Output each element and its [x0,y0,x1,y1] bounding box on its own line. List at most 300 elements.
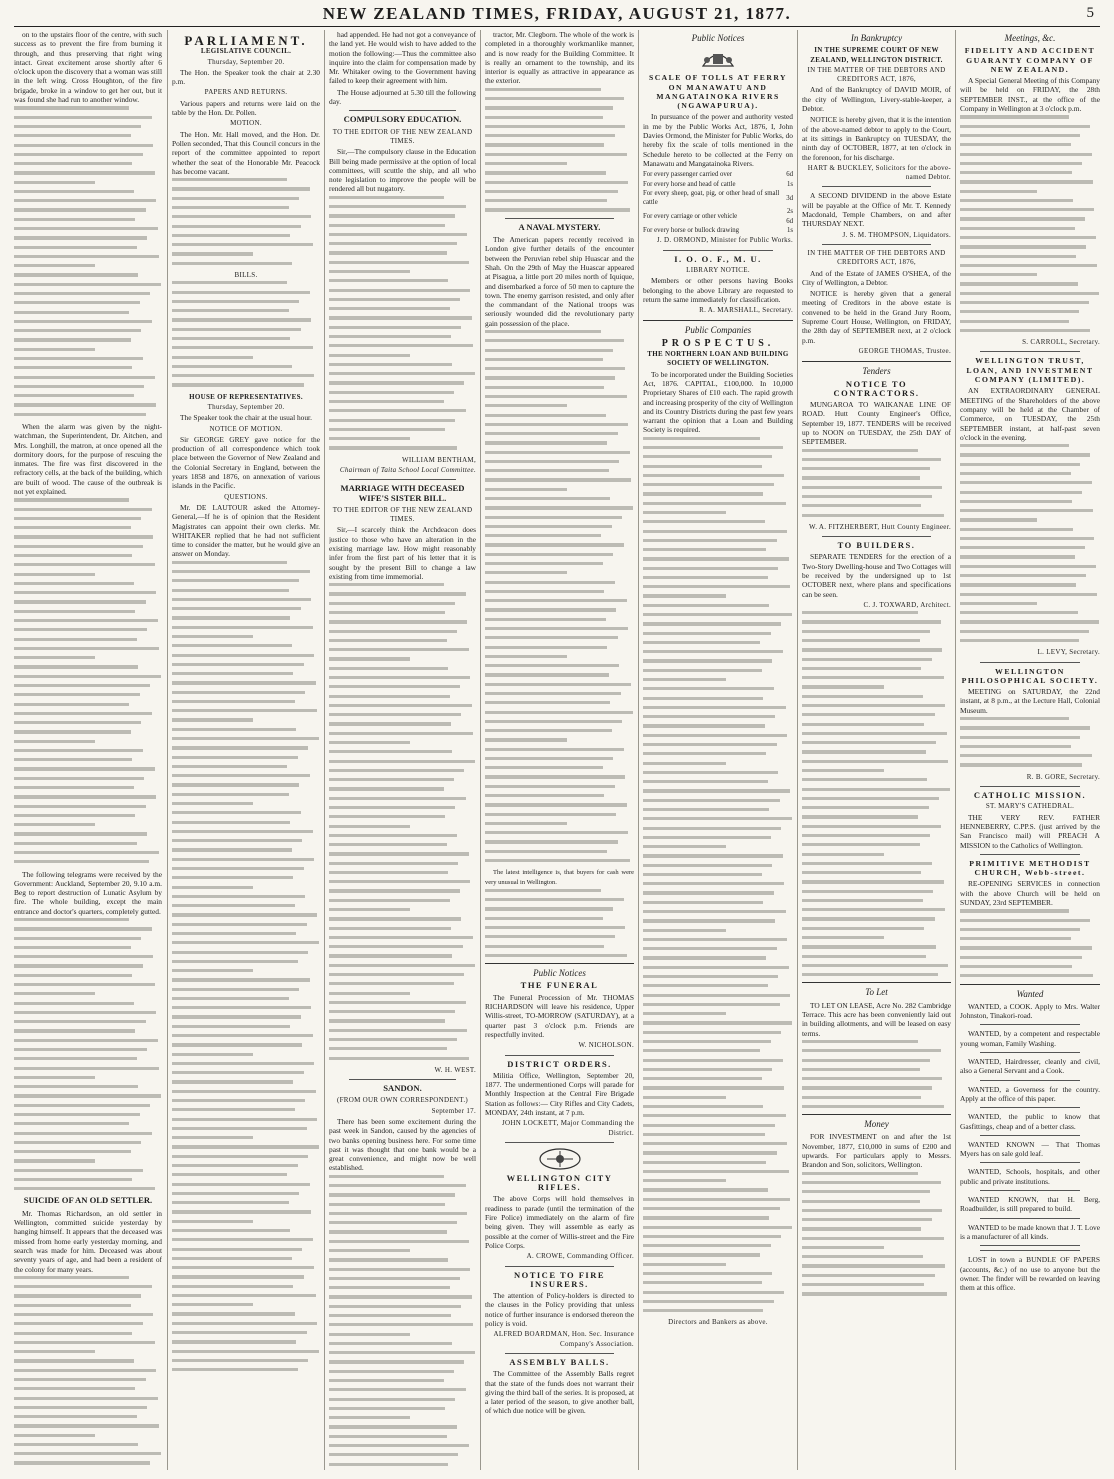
text-line [14,394,134,397]
text-line [172,561,287,564]
text-line [14,366,132,369]
text-line [643,1253,760,1256]
text-line [14,1443,138,1446]
text-line [172,1136,253,1139]
column-rule [167,30,168,1470]
text-line [643,789,790,792]
text-line [643,771,778,774]
section-heading: Public Notices [691,33,745,43]
text-line [329,648,469,651]
text-line [960,491,1082,494]
text-line [329,945,463,948]
text-line [802,1292,947,1295]
text-lines [14,918,162,1190]
section-heading: COMPULSORY EDUCATION. [343,114,462,125]
ad-text: Militia Office, Wellington, September 20, 1877. The undermentioned Corps will parade for Monthly Inspection at the Central Fire Brigade Station as follows:— City Rifles and City Cadets, MONDAY, 24th instant, at 7 p.m. [485,1070,634,1117]
text-line [172,1266,314,1269]
text-line [329,289,470,292]
text-line [329,1038,457,1041]
ad-text: The Funeral Procession of Mr. THOMAS RICHARDSON will leave his residence, Upper Willis-street, TO-MORROW (SATURDAY), at a quarter past 3 o'clock p.m. Friends are respectfully invited. [485,992,634,1039]
text-line [172,756,298,759]
text-line [643,492,763,495]
text-line [14,1276,129,1279]
text-line [172,718,253,721]
text-line [172,1340,296,1343]
text-line [643,576,768,579]
text-line [485,729,612,732]
article-text: Various papers and returns were laid on the table by the Hon. Dr. Pollen. [172,98,320,118]
text-line [485,506,633,509]
signature: JOHN LOCKETT, Major Commanding the District. [502,1119,634,1137]
text-line [14,730,131,733]
text-line [14,1285,152,1288]
text-line [960,282,1078,285]
ad-title: DISTRICT ORDERS. [507,1058,612,1069]
text-line [14,1039,158,1042]
section-heading: Tenders [862,366,891,377]
ad-title: TO BUILDERS. [837,540,916,551]
wanted-ad: WANTED, a COOK. Apply to Mrs. Walter Johnston, Tinakori-road. [960,1001,1100,1021]
text-line [643,1300,774,1303]
text-line [485,516,622,519]
column-5 [643,30,793,1470]
wanted-ad: WANTED, by a competent and respectable young woman, Family Washing. [960,1029,1100,1048]
text-line [14,246,137,249]
text-line [172,1071,304,1074]
text-line [172,187,310,190]
text-line [960,546,1085,549]
text-line [960,255,1076,258]
text-line [172,281,287,284]
subheading: IN THE MATTER OF THE DEBTORS AND CREDITORS ACT, 1876, [807,248,946,267]
text-line [485,840,618,843]
text-line [643,817,792,820]
text-line [172,1127,307,1130]
text-line [643,752,766,755]
text-line [329,446,457,449]
text-line [14,1350,95,1353]
text-line [485,97,624,100]
text-line [643,678,726,681]
text-line [172,1238,313,1241]
text-line [485,171,606,174]
article-text: on to the upstairs floor of the centre, with such success as to prevent the fire from burning it through, and thus preserving that right wing intact. Great excitement arose shortly after 6 o'clock upon the discovery that a woman was still in the left wing. Cross Houghton, of the fire brigade, broke in a window to get her out, but it was found she had run to another window. [14,30,162,105]
text-line [329,713,461,716]
text-line [172,941,319,944]
table-row [643,207,793,226]
text-line [14,134,131,137]
text-line [329,1370,454,1373]
text-line [643,465,762,468]
divider [822,536,931,537]
text-line [329,630,457,633]
text-line [960,509,1093,512]
text-line [14,1387,135,1390]
text-line [172,951,308,954]
divider [643,320,793,321]
text-line [14,208,146,211]
text-line [485,785,615,788]
text-line [172,1118,317,1121]
text-line [172,243,313,246]
text-line [329,1029,467,1032]
article-text: Sir,—The compulsory clause in the Education Bill being made permissive at the option of local committees, will scuttle the ship, and all who note legislation to improve the people will be rendered all but nugatory. [329,147,476,194]
divider [980,1190,1080,1191]
text-line [802,1181,941,1184]
text-line [960,717,1069,720]
text-line [14,703,129,706]
text-line [329,363,452,366]
text-line [643,1161,766,1164]
text-line [329,409,466,412]
divider [505,1353,614,1354]
text-line [802,936,884,939]
text-line [485,599,627,602]
text-line [172,1108,295,1111]
text-line [485,748,624,751]
text-line [14,1020,146,1023]
signature: Directors and Bankers as above. [668,1318,768,1327]
text-line [643,567,778,570]
text-line [172,598,311,601]
text-line [802,1059,930,1062]
text-line [485,775,625,778]
text-line [802,797,939,800]
text-line [802,1077,942,1080]
text-line [329,797,466,800]
text-lines [14,498,162,863]
text-line [485,404,567,407]
text-line [960,236,1096,239]
text-line [960,453,1090,456]
text-line [643,1263,726,1266]
divider [980,1250,1080,1251]
text-line [329,862,458,865]
text-line [172,848,292,851]
text-line [14,1461,150,1464]
text-line [329,1333,410,1336]
text-line [172,681,316,684]
text-line [172,1285,293,1288]
ad-text: NOTICE is hereby given that a general meeting of Creditors in the above estate is convened to be held in the Grand Jury Room, Supreme Court House, Wellington, on FRIDAY, the 28th day of SEPTEMBER next, at 2 o'clock p.m. [802,289,951,345]
text-line [172,858,314,861]
text-line [643,1281,762,1284]
text-line [172,1053,253,1056]
divider [505,1055,614,1056]
text-line [485,143,604,146]
text-line [485,683,631,686]
text-line [329,279,448,282]
text-line [960,602,1037,605]
text-line [329,667,448,670]
ad-text: The above Corps will hold themselves in readiness to parade (until the termination of the Fire Police) immediately on the alarm of fire being given. They will assemble as early as possible at the corner of Willis-street and the Fire Police Corps. [485,1194,634,1250]
text-line [329,307,450,310]
text-line [485,822,567,825]
text-line [643,1291,784,1294]
column-2 [172,30,320,1470]
text-line [802,1237,944,1240]
text-line [14,385,144,388]
text-line [172,626,313,629]
signature: W. H. WEST. [434,1065,476,1074]
text-line [172,700,295,703]
ad-text: In pursuance of the power and authority vested in me by the Public Works Act, 1876, I, John Davies Ormond, the Minister for Public Works, do hereby fix the scale of tolls mentioned in the Schedule hereto to be collected at the Ferry on Manawatu and Mangatainoka Rivers. [643,112,793,168]
text-line [960,292,1099,295]
text-line [485,414,606,417]
text-line [802,834,930,837]
text-line [802,927,924,930]
text-lines [172,281,320,386]
toll-item: For every horse or bullock drawing [643,227,740,235]
wanted-ad: WANTED KNOWN — That Thomas Myers has on sale gold leaf. [960,1139,1100,1159]
text-line [329,908,410,911]
text-line [802,676,944,679]
column-1 [14,30,162,1470]
text-line [329,1295,472,1298]
text-line [14,292,150,295]
text-line [329,1240,469,1243]
text-line [802,1096,921,1099]
text-line [802,806,929,809]
text-line [485,181,628,184]
text-line [172,291,310,294]
text-line [960,208,1094,211]
text-line [960,937,1071,940]
text-line [329,834,457,837]
text-line [485,199,607,202]
text-lines [485,330,634,862]
text-line [802,1049,941,1052]
text-line [960,763,1082,766]
article-text: The American papers recently received in London give further details of the encounter between the Peruvian rebel ship Huascar and the Shah. On the 29th of May the Huascar appeared at Pisagua, a little port 20 miles north of Iquique, and disembarked a force of 50 men to capture the town. The enemy garrison resisted, and only after the commandant of the National troops was seriously wounded did the revolutionary party gain possession of the place. [485,235,634,328]
text-line [643,919,775,922]
divider [349,479,456,480]
text-line [329,992,410,995]
text-line [172,1312,295,1315]
signature: R. B. GORE, Secretary. [1026,772,1100,781]
text-line [14,638,137,641]
text-line [485,803,627,806]
text-line [802,964,948,967]
subheading: ST. MARY'S CATHEDRAL. [985,802,1075,811]
text-line [329,400,444,403]
ad-title: WELLINGTON TRUST, LOAN, AND INVESTMENT COMPANY (LIMITED). [966,356,1094,385]
text-line [172,337,290,340]
signature: A. CROWE, Commanding Officer. [526,1252,634,1261]
text-line [172,1062,314,1065]
page-number: 5 [1086,5,1094,21]
subheading: TO THE EDITOR OF THE NEW ZEALAND TIMES. [332,505,473,524]
text-line [802,1264,945,1267]
text-line [172,1183,310,1186]
masthead-title: NEW ZEALAND TIMES, FRIDAY, AUGUST 21, 1877. [322,4,792,23]
text-line [14,162,132,165]
text-line [329,880,470,883]
text-line [14,749,143,752]
text-line [172,663,304,666]
wanted-ad: WANTED KNOWN, that H. Berg, Roadbuilder, is still prepared to build. [960,1195,1100,1214]
text-line [172,1015,301,1018]
text-line [485,673,609,676]
text-line [960,444,1069,447]
article-text: The Hon. the Speaker took the chair at 2.30 p.m. [172,67,320,87]
text-lines [14,1276,162,1470]
text-line [172,1275,304,1278]
text-line [643,1059,783,1062]
text-line [14,376,155,379]
toll-item: For every passenger carried over [643,171,733,179]
text-line [485,757,613,760]
table-row [643,226,793,235]
text-line [172,1099,305,1102]
text-line [643,827,781,830]
text-line [802,630,930,633]
text-line [172,746,308,749]
text-line [172,1164,298,1167]
text-line [329,391,454,394]
text-line [643,984,768,987]
text-line [485,134,615,137]
text-line [172,904,295,907]
text-line [485,190,618,193]
text-lines [172,178,320,265]
text-line [802,1105,944,1108]
text-line [172,346,313,349]
ad-text: A Special General Meeting of this Company will be held on FRIDAY, the 28th SEPTEMBER INST., at the office of the Company in Wellington at 3 o'clock p.m. [960,76,1100,114]
text-line [172,1257,292,1260]
text-line [172,178,287,181]
text-line [172,1210,311,1213]
text-line [643,734,787,737]
text-lines [643,437,793,1313]
text-line [485,153,627,156]
text-line [643,1226,792,1229]
text-lines [172,561,320,1372]
text-line [329,1268,470,1271]
text-line [172,1090,316,1093]
text-line [802,648,942,651]
text-line [802,658,932,661]
text-line [172,197,299,200]
text-line [802,449,918,452]
text-line [643,520,765,523]
text-line [14,860,149,863]
text-line [329,1203,445,1206]
text-line [329,927,451,930]
toll-amount: 6d [786,171,793,179]
text-line [329,344,473,347]
toll-amount: 2s 6d [786,208,793,225]
text-line [485,627,628,630]
text-line [172,1229,290,1232]
wanted-ad: WANTED, Hairdresser, cleanly and civil, also a General Servant and a Cook. [960,1057,1100,1076]
text-line [329,1323,473,1326]
subheading: TO THE EDITOR OF THE NEW ZEALAND TIMES. [332,127,473,145]
ad-text: TO LET ON LEASE, Acre No. 282 Cambridge Terrace. This acre has been conveniently laid out in building allotments, and will be leased on easy terms. [802,1000,951,1038]
text-line [960,180,1093,183]
text-line [802,1209,942,1212]
text-line [643,659,772,662]
text-line [802,741,936,744]
text-line [172,570,310,573]
divider [980,1024,1080,1025]
parliament-heading: PARLIAMENT. [184,33,308,48]
divider [980,1107,1080,1108]
text-line [172,913,317,916]
text-line [172,1192,299,1195]
text-line [485,525,612,528]
text-line [485,534,601,537]
text-line [802,1227,921,1230]
text-line [172,830,313,833]
ad-text: And of the Estate of JAMES O'SHEA, of the City of Wellington, a Debtor. [802,268,951,287]
date-line: Thursday, September 20. [207,57,285,66]
text-line [14,610,135,613]
text-line [14,675,161,678]
text-line [329,1416,410,1419]
text-line [14,964,143,967]
text-line [172,318,311,321]
text-line [643,1105,763,1108]
text-line [172,728,296,731]
text-line [329,592,466,595]
text-line [802,1086,932,1089]
text-line [643,873,762,876]
text-line [485,432,618,435]
text-line [485,608,616,611]
ad-text: The Committee of the Assembly Balls regret that the state of the funds does not warrant their giving the third ball of the series. It is proposed, at a later period of the season, to give another ball, of which due notice will be given. [485,1369,634,1416]
text-line [14,545,143,548]
text-line [172,672,293,675]
ad-text: To be incorporated under the Building Societies Act, 1876. CAPITAL, £100,000. In 10,000 Proprietary Shares of £10 each. The rapid growth and increasing prosperity of the city of Wellington and its Country Districts during the past few years warrant the opinion that a Loan and Building Society is required. [643,369,793,435]
text-line [960,555,1075,558]
text-line [643,1040,771,1043]
text-line [960,593,1097,596]
text-line [14,1104,150,1107]
text-line [172,1331,307,1334]
table-row [643,170,793,179]
section-heading: Money [864,1119,889,1130]
text-line [14,927,152,930]
article-text: The Hon. Mr. Hall moved, and the Hon. Dr. Pollen seconded, That this Council concurs in the report of the committee appointed to report whether the seat of the Honorable Mr. Peacock has become vacant. [172,129,320,176]
text-line [172,765,287,768]
text-line [329,787,444,790]
ad-text: A SECOND DIVIDEND in the above Estate will be payable at the Office of Mr. T. Kennedy Macdonald, Temple Chambers, on and after THURSDAY NEXT. [802,191,951,229]
article-text: When the alarm was given by the night-watchman, the Superintendent, Dr. Aitchen, and Mrs. Longhill, the matron, at once opened all the dormitory doors, for the purpose of rescuing the inmates. The fire was first discovered in the refractory cells, at the back of the building, which are built of wood. The cause of the outbreak is not yet explained. [14,421,162,497]
text-line [802,908,945,911]
text-line [329,335,451,338]
text-line [172,802,253,805]
text-line [485,339,624,342]
text-line [960,115,1069,118]
text-line [14,1094,161,1097]
text-line [14,665,138,668]
text-line [14,1397,158,1400]
text-line [172,1173,287,1176]
toll-item: For every horse and head of cattle [643,180,736,188]
divider [802,361,951,362]
text-line [172,1303,253,1306]
text-line [802,704,945,707]
text-line [643,613,792,616]
signature: HART & BUCKLEY, Solicitors for the above-named Debtor. [807,163,951,182]
text-line [172,374,314,377]
text-line [643,1235,781,1238]
divider [980,1080,1080,1081]
section-heading: SANDON. [383,1083,422,1094]
text-line [643,1309,763,1312]
text-line [485,116,603,119]
